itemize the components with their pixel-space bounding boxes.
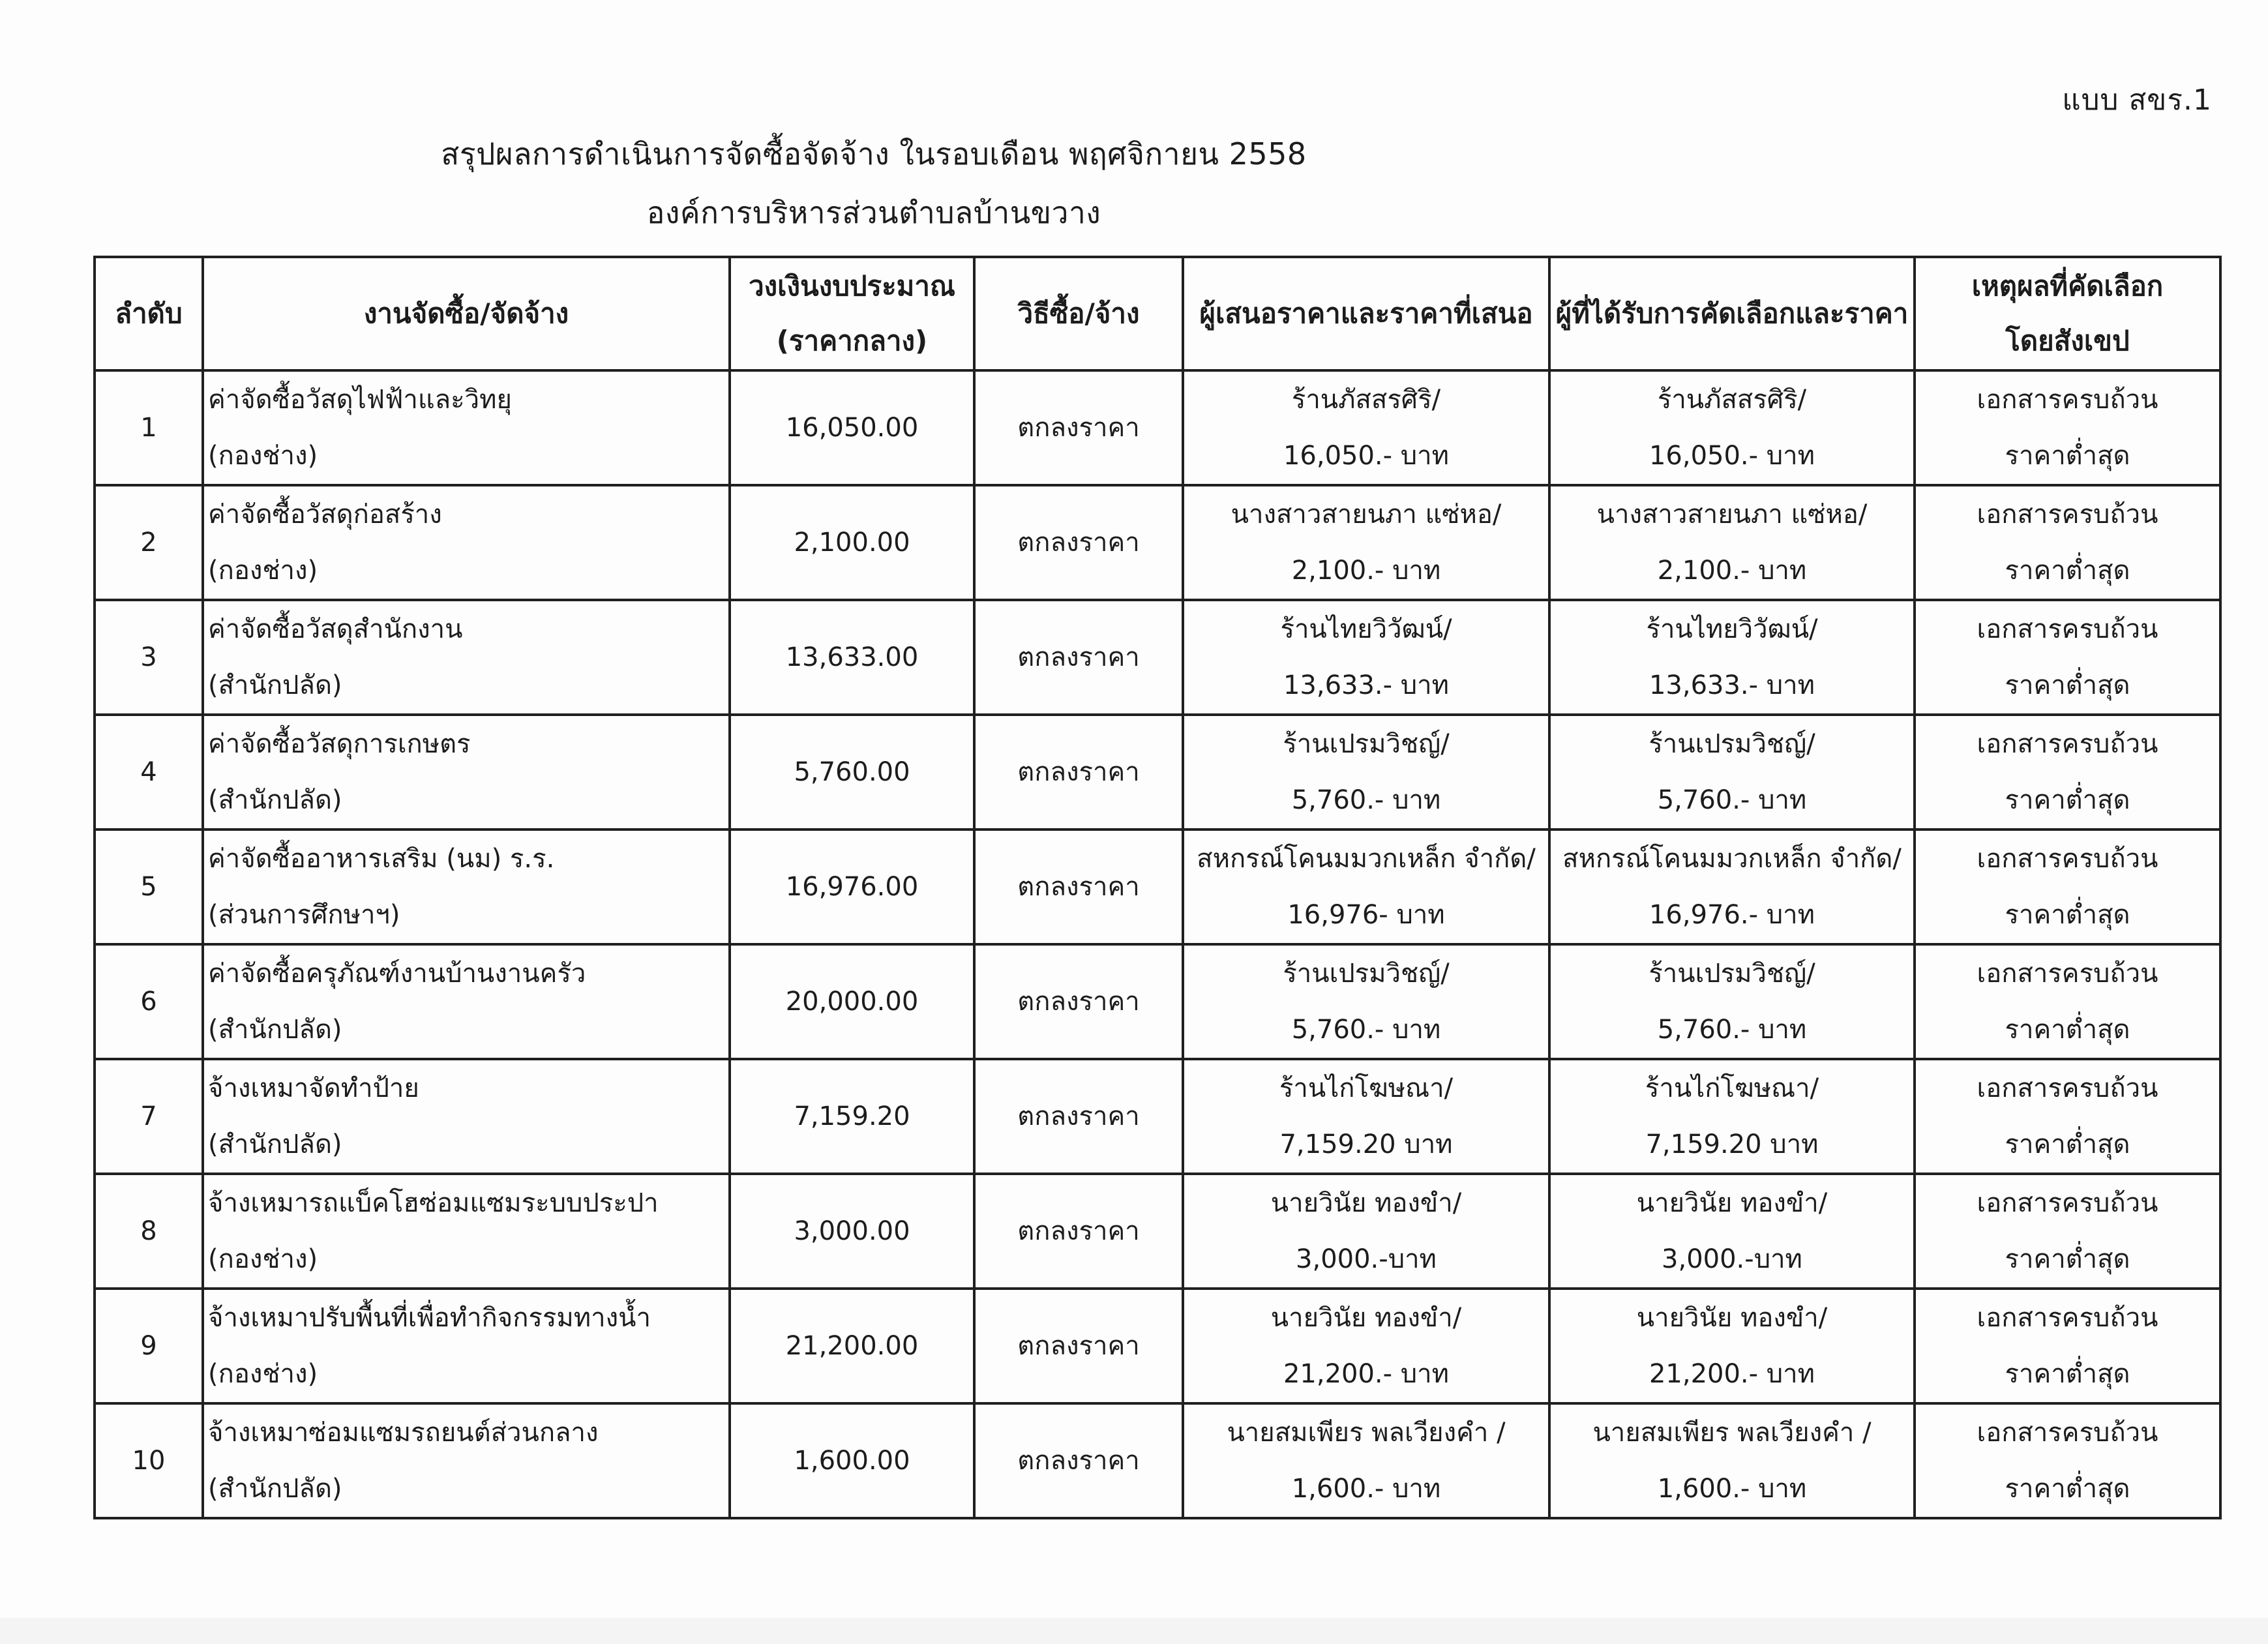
table-row: [95, 1174, 2220, 1289]
winner-price: 21,200.- บาท: [1649, 1359, 1815, 1389]
reason-line2: ราคาต่ำสุด: [2005, 785, 2130, 815]
table-row: [95, 485, 2220, 600]
cell-no: 7: [95, 1059, 203, 1174]
winner-name: นายสมเพียร พลเวียงคำ /: [1592, 1418, 1872, 1448]
reason-line2: ราคาต่ำสุด: [2005, 441, 2130, 471]
item-department: (สำนักปลัด): [208, 670, 342, 700]
cell-budget: 13,633.00: [730, 600, 974, 715]
cell-reason: [1915, 370, 2220, 485]
cell-bidder: [1183, 1174, 1549, 1289]
bidder-name: นายสมเพียร พลเวียงคำ /: [1227, 1418, 1506, 1448]
cell-reason: [1915, 1174, 2220, 1289]
cell-winner: [1549, 829, 1915, 944]
cell-winner: [1549, 944, 1915, 1059]
reason-line1: เอกสารครบถ้วน: [1977, 729, 2158, 759]
bidder-price: 2,100.- บาท: [1291, 556, 1441, 586]
reason-line2: ราคาต่ำสุด: [2005, 900, 2130, 930]
cell-method: ตกลงราคา: [974, 1174, 1183, 1289]
cell-budget: 1,600.00: [730, 1403, 974, 1518]
bidder-price: 1,600.- บาท: [1291, 1474, 1441, 1504]
cell-bidder: [1183, 944, 1549, 1059]
item-department: (สำนักปลัด): [208, 1129, 342, 1159]
bidder-price: 5,760.- บาท: [1291, 785, 1441, 815]
header-winner: ผู้ที่ได้รับการคัดเลือกและราคา: [1549, 257, 1915, 370]
procurement-summary-table: [93, 256, 2222, 1519]
reason-line1: เอกสารครบถ้วน: [1977, 844, 2158, 874]
cell-item: [203, 715, 730, 829]
table-row: [95, 1403, 2220, 1518]
winner-price: 5,760.- บาท: [1657, 1015, 1807, 1045]
table-row: [95, 600, 2220, 715]
table-row: [95, 1289, 2220, 1403]
cell-method: ตกลงราคา: [974, 829, 1183, 944]
cell-bidder: [1183, 715, 1549, 829]
cell-method: ตกลงราคา: [974, 715, 1183, 829]
item-description: ค่าจัดซื้อครุภัณฑ์งานบ้านงานครัว: [208, 959, 586, 989]
cell-winner: [1549, 600, 1915, 715]
reason-line2: ราคาต่ำสุด: [2005, 1129, 2130, 1159]
cell-no: 6: [95, 944, 203, 1059]
cell-reason: [1915, 600, 2220, 715]
cell-reason: [1915, 829, 2220, 944]
reason-line1: เอกสารครบถ้วน: [1977, 614, 2158, 644]
item-description: จ้างเหมารถแบ็คโฮซ่อมแซมระบบประปา: [208, 1188, 659, 1218]
item-description: ค่าจัดซื้อวัสดุก่อสร้าง: [208, 500, 442, 530]
item-department: (กองช่าง): [208, 441, 318, 471]
cell-method: ตกลงราคา: [974, 1059, 1183, 1174]
header-reason: [1915, 257, 2220, 370]
cell-budget: 3,000.00: [730, 1174, 974, 1289]
cell-bidder: [1183, 829, 1549, 944]
reason-line2: ราคาต่ำสุด: [2005, 1359, 2130, 1389]
cell-item: [203, 485, 730, 600]
cell-method: ตกลงราคา: [974, 1289, 1183, 1403]
cell-no: 2: [95, 485, 203, 600]
bidder-name: ร้านเปรมวิชญ์/: [1283, 959, 1450, 989]
header-item: งานจัดซื้อ/จัดจ้าง: [203, 257, 730, 370]
reason-line1: เอกสารครบถ้วน: [1977, 1418, 2158, 1448]
item-department: (สำนักปลัด): [208, 1474, 342, 1504]
item-description: จ้างเหมาปรับพื้นที่เพื่อทำกิจกรรมทางน้ำ: [208, 1303, 651, 1333]
bidder-price: 5,760.- บาท: [1291, 1015, 1441, 1045]
winner-name: ร้านไก่โฆษณา/: [1645, 1073, 1819, 1103]
reason-line2: ราคาต่ำสุด: [2005, 1244, 2130, 1274]
organization-name: องค์การบริหารส่วนตำบลบ้านขวาง: [646, 195, 1101, 230]
bidder-price: 13,633.- บาท: [1283, 670, 1450, 700]
bidder-price: 16,976- บาท: [1287, 900, 1445, 930]
cell-reason: [1915, 1059, 2220, 1174]
cell-item: [203, 1403, 730, 1518]
header-budget-line2: (ราคากลาง): [776, 325, 928, 357]
cell-bidder: [1183, 370, 1549, 485]
header-bidders: ผู้เสนอราคาและราคาที่เสนอ: [1183, 257, 1549, 370]
cell-item: [203, 829, 730, 944]
item-description: ค่าจัดซื้อวัสดุสำนักงาน: [208, 614, 463, 644]
winner-price: 1,600.- บาท: [1657, 1474, 1807, 1504]
table-row: [95, 944, 2220, 1059]
table-row: [95, 1059, 2220, 1174]
winner-name: ร้านเปรมวิชญ์/: [1649, 959, 1815, 989]
table-row: [95, 715, 2220, 829]
reason-line2: ราคาต่ำสุด: [2005, 1015, 2130, 1045]
cell-reason: [1915, 944, 2220, 1059]
cell-reason: [1915, 485, 2220, 600]
bidder-name: นายวินัย ทองขำ/: [1270, 1188, 1462, 1218]
reason-line1: เอกสารครบถ้วน: [1977, 959, 2158, 989]
winner-price: 2,100.- บาท: [1657, 556, 1807, 586]
cell-reason: [1915, 1403, 2220, 1518]
bidder-name: สหกรณ์โคนมมวกเหล็ก จำกัด/: [1197, 844, 1536, 874]
table-row: [95, 370, 2220, 485]
winner-price: 3,000.-บาท: [1662, 1244, 1802, 1274]
bidder-name: ร้านภัสสรศิริ/: [1291, 385, 1441, 415]
winner-name: สหกรณ์โคนมมวกเหล็ก จำกัด/: [1562, 844, 1902, 874]
cell-budget: 16,976.00: [730, 829, 974, 944]
reason-line1: เอกสารครบถ้วน: [1977, 1073, 2158, 1103]
cell-no: 10: [95, 1403, 203, 1518]
reason-line1: เอกสารครบถ้วน: [1977, 1303, 2158, 1333]
cell-item: [203, 600, 730, 715]
cell-no: 1: [95, 370, 203, 485]
cell-method: ตกลงราคา: [974, 1403, 1183, 1518]
table-row: [95, 829, 2220, 944]
winner-price: 7,159.20 บาท: [1645, 1129, 1819, 1159]
form-code: แบบ สขร.1: [2062, 83, 2212, 117]
cell-winner: [1549, 1289, 1915, 1403]
cell-item: [203, 370, 730, 485]
reason-line1: เอกสารครบถ้วน: [1977, 500, 2158, 530]
cell-item: [203, 1174, 730, 1289]
item-department: (สำนักปลัด): [208, 785, 342, 815]
winner-price: 16,976.- บาท: [1649, 900, 1815, 930]
cell-no: 4: [95, 715, 203, 829]
cell-budget: 2,100.00: [730, 485, 974, 600]
reason-line2: ราคาต่ำสุด: [2005, 556, 2130, 586]
cell-budget: 21,200.00: [730, 1289, 974, 1403]
cell-no: 3: [95, 600, 203, 715]
cell-budget: 20,000.00: [730, 944, 974, 1059]
cell-winner: [1549, 1174, 1915, 1289]
header-reason-line1: เหตุผลที่คัดเลือก: [1971, 270, 2164, 302]
item-department: (กองช่าง): [208, 1244, 318, 1274]
bidder-price: 3,000.-บาท: [1296, 1244, 1437, 1274]
header-no: ลำดับ: [95, 257, 203, 370]
document-title: สรุปผลการดำเนินการจัดซื้อจัดจ้าง ในรอบเดือน พฤศจิกายน 2558: [441, 136, 1307, 172]
cell-bidder: [1183, 1289, 1549, 1403]
scan-bottom-edge: [0, 1618, 2268, 1644]
cell-bidder: [1183, 1403, 1549, 1518]
cell-method: ตกลงราคา: [974, 370, 1183, 485]
winner-name: ร้านเปรมวิชญ์/: [1649, 729, 1815, 759]
cell-bidder: [1183, 1059, 1549, 1174]
header-budget-line1: วงเงินงบประมาณ: [749, 270, 955, 302]
header-budget: [730, 257, 974, 370]
winner-name: นายวินัย ทองขำ/: [1636, 1303, 1828, 1333]
reason-line1: เอกสารครบถ้วน: [1977, 385, 2158, 415]
bidder-name: นางสาวสายนภา แซ่หอ/: [1231, 500, 1502, 530]
cell-item: [203, 1059, 730, 1174]
reason-line2: ราคาต่ำสุด: [2005, 670, 2130, 700]
cell-reason: [1915, 1289, 2220, 1403]
bidder-name: ร้านเปรมวิชญ์/: [1283, 729, 1450, 759]
cell-item: [203, 1289, 730, 1403]
cell-winner: [1549, 1403, 1915, 1518]
cell-method: ตกลงราคา: [974, 600, 1183, 715]
cell-budget: 7,159.20: [730, 1059, 974, 1174]
reason-line1: เอกสารครบถ้วน: [1977, 1188, 2158, 1218]
winner-price: 5,760.- บาท: [1657, 785, 1807, 815]
cell-method: ตกลงราคา: [974, 485, 1183, 600]
cell-no: 5: [95, 829, 203, 944]
item-department: (สำนักปลัด): [208, 1015, 342, 1045]
cell-bidder: [1183, 485, 1549, 600]
header-reason-line2: โดยสังเขป: [2005, 325, 2130, 357]
bidder-price: 21,200.- บาท: [1283, 1359, 1450, 1389]
winner-name: ร้านภัสสรศิริ/: [1657, 385, 1807, 415]
cell-no: 9: [95, 1289, 203, 1403]
bidder-name: ร้านไก่โฆษณา/: [1279, 1073, 1454, 1103]
cell-budget: 5,760.00: [730, 715, 974, 829]
cell-item: [203, 944, 730, 1059]
item-description: ค่าจัดซื้ออาหารเสริม (นม) ร.ร.: [208, 844, 555, 874]
cell-winner: [1549, 715, 1915, 829]
winner-price: 13,633.- บาท: [1649, 670, 1815, 700]
cell-budget: 16,050.00: [730, 370, 974, 485]
winner-price: 16,050.- บาท: [1649, 441, 1815, 471]
reason-line2: ราคาต่ำสุด: [2005, 1474, 2130, 1504]
bidder-name: ร้านไทยวิวัฒน์/: [1280, 614, 1452, 644]
table-header-row: [95, 257, 2220, 370]
cell-winner: [1549, 370, 1915, 485]
item-department: (กองช่าง): [208, 1359, 318, 1389]
cell-no: 8: [95, 1174, 203, 1289]
item-description: จ้างเหมาซ่อมแซมรถยนต์ส่วนกลาง: [208, 1418, 599, 1448]
header-method: วิธีซื้อ/จ้าง: [974, 257, 1183, 370]
winner-name: ร้านไทยวิวัฒน์/: [1646, 614, 1818, 644]
winner-name: นางสาวสายนภา แซ่หอ/: [1596, 500, 1868, 530]
cell-method: ตกลงราคา: [974, 944, 1183, 1059]
table-body: [95, 370, 2220, 1518]
cell-winner: [1549, 485, 1915, 600]
item-department: (ส่วนการศึกษาฯ): [208, 900, 400, 930]
bidder-name: นายวินัย ทองขำ/: [1270, 1303, 1462, 1333]
item-description: ค่าจัดซื้อวัสดุการเกษตร: [208, 729, 471, 759]
item-department: (กองช่าง): [208, 556, 318, 586]
winner-name: นายวินัย ทองขำ/: [1636, 1188, 1828, 1218]
bidder-price: 16,050.- บาท: [1283, 441, 1450, 471]
cell-reason: [1915, 715, 2220, 829]
cell-bidder: [1183, 600, 1549, 715]
cell-winner: [1549, 1059, 1915, 1174]
item-description: จ้างเหมาจัดทำป้าย: [208, 1073, 419, 1103]
bidder-price: 7,159.20 บาท: [1279, 1129, 1453, 1159]
item-description: ค่าจัดซื้อวัสดุไฟฟ้าและวิทยุ: [208, 385, 512, 415]
